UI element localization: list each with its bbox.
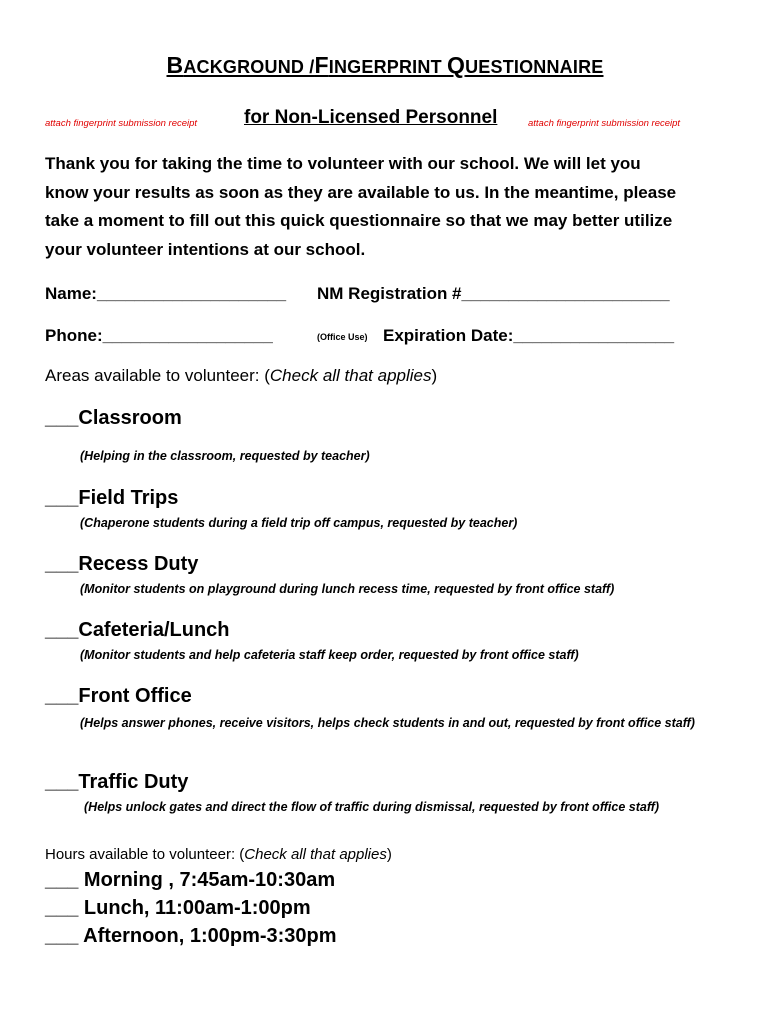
hours-heading-italic: Check all that applies	[244, 846, 387, 863]
option-traffic-duty[interactable]: ___Traffic Duty	[45, 771, 189, 793]
intro-line: take a moment to fill out this quick questionnaire so that we may better utilize	[45, 211, 673, 230]
title-part-questionnaire: UESTIONNAIRE	[465, 57, 604, 77]
attach-note-right: attach fingerprint submission receipt	[528, 118, 681, 129]
option-cafeteria-lunch-description: (Monitor students and help cafeteria staff keep order, requested by front office staff)	[80, 648, 579, 662]
option-cafeteria-lunch[interactable]: ___Cafeteria/Lunch	[45, 619, 230, 641]
title-initial-b: B	[166, 52, 184, 78]
title-initial-q: Q	[446, 52, 466, 78]
hours-heading-text: Hours available to volunteer: (	[45, 846, 245, 863]
option-front-office[interactable]: ___Front Office	[45, 685, 192, 707]
hours-heading	[45, 846, 392, 863]
title-part-fingerprint: INGERPRINT	[328, 57, 447, 77]
hours-option-lunch[interactable]: ___ Lunch, 11:00am-1:00pm	[45, 897, 311, 919]
phone-field[interactable]: Phone:__________________	[45, 326, 273, 345]
option-classroom-description: (Helping in the classroom, requested by teacher)	[80, 449, 370, 463]
intro-paragraph	[45, 150, 725, 264]
areas-heading-text: Areas available to volunteer: (	[45, 366, 270, 385]
intro-line: know your results as soon as they are available to us. In the meantime, please	[45, 182, 677, 202]
option-front-office-description: (Helps answer phones, receive visitors, helps check students in and out, requested by front office staff)	[80, 716, 695, 730]
option-classroom[interactable]: ___Classroom	[45, 407, 182, 429]
areas-heading	[45, 366, 437, 386]
option-field-trips[interactable]: ___Field Trips	[45, 487, 179, 509]
attach-note-left: attach fingerprint submission receipt	[45, 118, 198, 129]
hours-option-afternoon[interactable]: ___ Afternoon, 1:00pm-3:30pm	[45, 925, 337, 947]
option-traffic-duty-description: (Helps unlock gates and direct the flow of traffic during dismissal, requested by front office staff)	[84, 800, 660, 814]
page-title	[0, 52, 770, 79]
option-recess-duty[interactable]: ___Recess Duty	[45, 553, 199, 575]
title-initial-f: F	[314, 52, 329, 78]
option-field-trips-description: (Chaperone students during a field trip off campus, requested by teacher)	[80, 516, 518, 530]
intro-line: Thank you for taking the time to volunteer with our school. We will let you	[45, 154, 641, 173]
expiration-field[interactable]: Expiration Date:_________________	[383, 326, 675, 345]
areas-heading-italic: Check all that applies	[269, 366, 432, 385]
registration-field[interactable]: NM Registration #______________________	[317, 284, 670, 303]
option-recess-duty-description: (Monitor students on playground during lunch recess time, requested by front office staff)	[80, 582, 615, 596]
office-use-label: (Office Use)	[317, 332, 368, 342]
subtitle: for Non-Licensed Personnel	[244, 107, 498, 128]
name-field[interactable]: Name:____________________	[45, 284, 287, 303]
hours-heading-end: )	[386, 846, 392, 863]
title-part-background: ACKGROUND /	[183, 57, 315, 77]
areas-heading-end: )	[431, 366, 438, 385]
hours-option-morning[interactable]: ___ Morning , 7:45am-10:30am	[45, 869, 336, 891]
intro-line: your volunteer intentions at our school.	[45, 239, 366, 259]
